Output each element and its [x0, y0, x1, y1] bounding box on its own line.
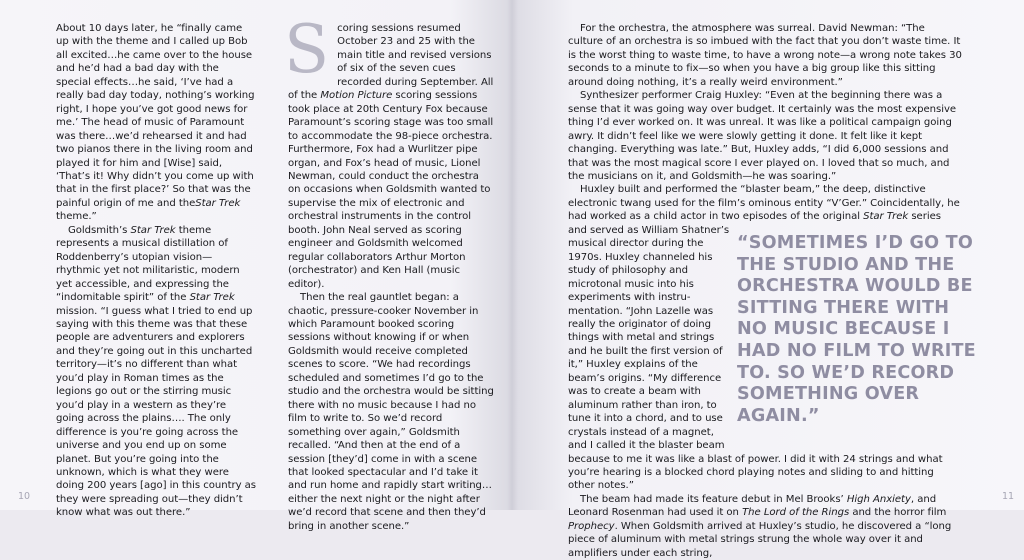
page-number-right: 11	[1002, 491, 1015, 502]
pull-quote: “SOMETIMES I’D GO TO THE STUDIO AND THE ORCHESTRA WOULD BE SITTING THERE WITH NO MUSIC BECAUSE I HAD NO FILM TO WRITE TO. SO WE’D RECORD SOMETHING OVER AGAIN.”	[737, 233, 976, 426]
text-run: and the horror film	[849, 507, 947, 519]
text-run: scoring sessions took place at 20th Century Fox because Paramount’s scoring stage was too small to accommodate the 98-piece orchestra. Furthermore, Fox had a Wurlitzer pipe organ, and Fox’s head of music, Lionel Newman, could conduct the orchestra on occasions when Goldsmith wanted to supervise the mix of electronic and orchestral instruments in the control booth. John Neal served as scoring engineer and Goldsmith welcomed regular collaborators Arthur Morton (orchestrator) and Ken Hall (music editor).	[288, 90, 494, 290]
text-run: . When Goldsmith arrived at Huxley’s studio, he discovered a “long piece of aluminum with metal strings strung the whole way over it and amplifiers under each string,	[568, 520, 952, 559]
italic-title: Star Trek	[189, 292, 235, 304]
italic-title: The Lord of the Rings	[742, 507, 850, 519]
italic-title: Motion Picture	[320, 90, 393, 102]
paragraph: Synthesizer performer Craig Huxley: “Even at the beginning there was a sense that it was going way over budget. It certainly was the most expensive thing I’d ever worked on. It was unreal. It was like a political campaign going awry. It didn’t feel like we were slowly getting it done. It felt like it kept changing. Everything was late.” But, Huxley adds, “I did 6,000 sessions and that was the most magical score I ever played on. I loved that so much, and the musicians on it, and Goldsmith—he was soaring.”	[568, 90, 957, 182]
paragraph	[56, 22, 256, 224]
left-page-column-1	[56, 22, 256, 520]
paragraph	[56, 224, 256, 520]
text-run: series and served as William Shatner’s musical director during the 1970s. Huxley channeled his study of philosophy and microtonal music into his experiments with instru-mentation. “John Lazelle was really the originator of doing things with metal and strings and he built the first version of it,” Huxley explains of the beam’s origins. “My difference was to create a beam with aluminum rather than iron, to tune it into a chord, and to use crystals instead of a magnet, and I called it the blaster beam because to me it was like a blast of power. I did it with 24 strings and what you’re hearing is a blocked chord playing notes and sliding to and hitting other notes.”	[568, 211, 943, 492]
text-run: Huxley built and performed the “blaster beam,” the deep, distinctive electronic twang used for the film’s ominous entity “V’Ger.” Coincidentally, he had worked as a child actor in two episodes of the original	[568, 184, 960, 223]
page-number-left: 10	[18, 491, 31, 502]
italic-title: Star Trek	[863, 211, 909, 223]
text-run: mission. “I guess what I tried to end up saying with this theme was that these people are adventurers and explorers and they’re going out in this uncharted territory—it’s no different than what you’d play in Roman times as the legions go out or the stirring music you’d play in a western as they’re going across the plains…. The only difference is you’re going across the universe and you end up on some planet. But you’re going into the unknown, which is what they were doing 200 years [ago] in this country as they were spreading out—they didn’t know what was out there.”	[56, 305, 257, 519]
text-run: coring sessions resumed October 23 and 25 with the main title and revised versions of six of the seven cues recorded during September. All of the	[288, 23, 494, 102]
text-run: theme.”	[56, 211, 97, 223]
italic-title: High Anxiety	[846, 493, 911, 505]
paragraph: Then the real gauntlet began: a chaotic, pressure-cooker November in which Paramount booked scoring sessions without knowing if or when Goldsmith would receive completed scenes to score. “We had recordings scheduled and sometimes I’d go to the studio and the orchestra would be sitting there with no music because I had no film to write to. So we’d record something over again,” Goldsmith recalled. “And then at the end of a session [they’d] come in with a scene that looked spectacular and I’d take it and run home and rapidly start writing… either the next night or the night after we’d record that scene and then they’d bring in another scene.”	[288, 292, 494, 532]
paragraph: For the orchestra, the atmosphere was surreal. David Newman: “The culture of an orchestra is so imbued with the fact that you don’t waste time. It is the worst thing to waste time, to have a wrong note—a wrong note takes 30 seconds to a minute to fix—so when you have a big group like this sitting around doing nothing, it’s a really weird environment.”	[568, 23, 962, 88]
italic-title: Star Trek	[195, 197, 241, 209]
left-page-column-2	[284, 11, 494, 533]
text-run: About 10 days later, he “finally came up with the theme and I called up Bob all excited…he came over to the house and he’d had a bad day with the special effects…he said, ‘I’ve had a really bad day today, nothing’s working right, I hope you’ve got good news for me.’ The head of music of Paramount was there…we’d rehearsed it and had two pianos there in the living room and played it for him and [Wise] said, ‘That’s it! Why didn’t you come up with that in the first place?’ So that was the painful origin of me and the	[56, 23, 255, 209]
drop-cap: S	[284, 11, 330, 88]
italic-title: Star Trek	[130, 224, 176, 236]
text-run: theme represents a musical distillation of Roddenberry’s utopian vision—rhythmic yet not militaristic, modern yet accessible, and expressing the “indomitable spirit” of the	[56, 224, 240, 304]
italic-title: Prophecy	[568, 520, 615, 532]
paragraph	[568, 493, 962, 560]
paragraph	[284, 11, 494, 291]
text-run: Goldsmith’s	[68, 224, 131, 236]
text-run: , and Leonard Rosenman had used it on	[568, 493, 937, 519]
text-run: The beam had made its feature debut in Mel Brooks’	[580, 493, 847, 505]
